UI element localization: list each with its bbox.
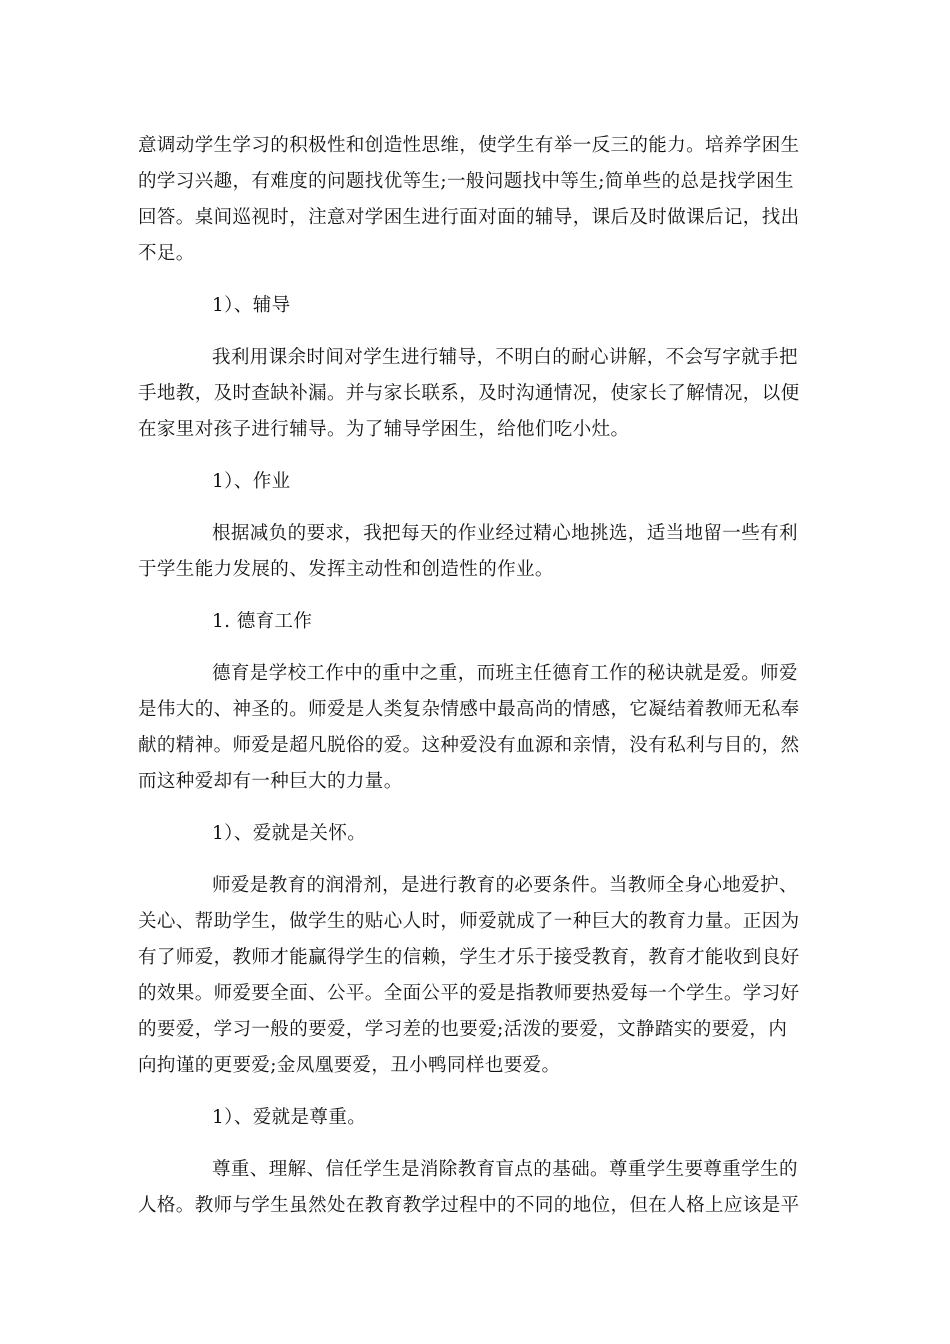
text-line: 献的精神。师爱是超凡脱俗的爱。这种爱没有血源和亲情，没有私利与目的，然	[138, 735, 800, 756]
text-line: 的学习兴趣，有难度的问题找优等生;一般问题找中等生;简单些的总是找学困生	[138, 171, 794, 192]
paragraph	[138, 340, 812, 448]
heading-text: 1）、辅导	[212, 295, 291, 316]
heading-text: 1. 德育工作	[212, 611, 313, 632]
text-line: 德育是学校工作中的重中之重，而班主任德育工作的秘诀就是爱。师爱	[212, 663, 798, 684]
text-line: 向拘谨的更要爱;金凤凰要爱，丑小鸭同样也要爱。	[138, 1055, 561, 1076]
section-heading	[138, 604, 812, 640]
text-line: 的要爱，学习一般的要爱，学习差的也要爱;活泼的要爱，文静踏实的要爱，内	[138, 1019, 788, 1040]
text-line: 意调动学生学习的积极性和创造性思维，使学生有举一反三的能力。培养学困生	[138, 135, 800, 156]
text-line: 是伟大的、神圣的。师爱是人类复杂情感中最高尚的情感，它凝结着教师无私奉	[138, 699, 800, 720]
paragraph	[138, 128, 812, 272]
text-line: 的效果。师爱要全面、公平。全面公平的爱是指教师要热爱每一个学生。学习好	[138, 983, 800, 1004]
section-heading	[138, 464, 812, 500]
text-line: 人格。教师与学生虽然处在教育教学过程中的不同的地位，但在人格上应该是平	[138, 1195, 800, 1216]
section-heading	[138, 1100, 812, 1136]
heading-text: 1）、作业	[212, 471, 291, 492]
text-line: 于学生能力发展的、发挥主动性和创造性的作业。	[138, 559, 554, 580]
heading-text: 1）、爱就是尊重。	[212, 1107, 367, 1128]
text-line: 有了师爱，教师才能赢得学生的信赖，学生才乐于接受教育，教育才能收到良好	[138, 947, 800, 968]
document-body	[138, 128, 812, 1224]
text-line: 根据减负的要求，我把每天的作业经过精心地挑选，适当地留一些有利	[212, 523, 798, 544]
text-line: 关心、帮助学生，做学生的贴心人时，师爱就成了一种巨大的教育力量。正因为	[138, 911, 800, 932]
text-line: 师爱是教育的润滑剂，是进行教育的必要条件。当教师全身心地爱护、	[212, 875, 798, 896]
section-heading	[138, 816, 812, 852]
text-line: 手地教，及时查缺补漏。并与家长联系，及时沟通情况，使家长了解情况，以便	[138, 383, 800, 404]
paragraph	[138, 1152, 812, 1224]
text-line: 尊重、理解、信任学生是消除教育盲点的基础。尊重学生要尊重学生的	[212, 1159, 798, 1180]
heading-text: 1）、爱就是关怀。	[212, 823, 367, 844]
text-line: 我利用课余时间对学生进行辅导，不明白的耐心讲解，不会写字就手把	[212, 347, 798, 368]
text-line: 而这种爱却有一种巨大的力量。	[138, 771, 403, 792]
paragraph	[138, 516, 812, 588]
text-line: 不足。	[138, 243, 195, 264]
text-line: 回答。桌间巡视时，注意对学困生进行面对面的辅导，课后及时做课后记，找出	[138, 207, 800, 228]
section-heading	[138, 288, 812, 324]
paragraph	[138, 656, 812, 800]
paragraph	[138, 868, 812, 1084]
text-line: 在家里对孩子进行辅导。为了辅导学困生，给他们吃小灶。	[138, 419, 630, 440]
